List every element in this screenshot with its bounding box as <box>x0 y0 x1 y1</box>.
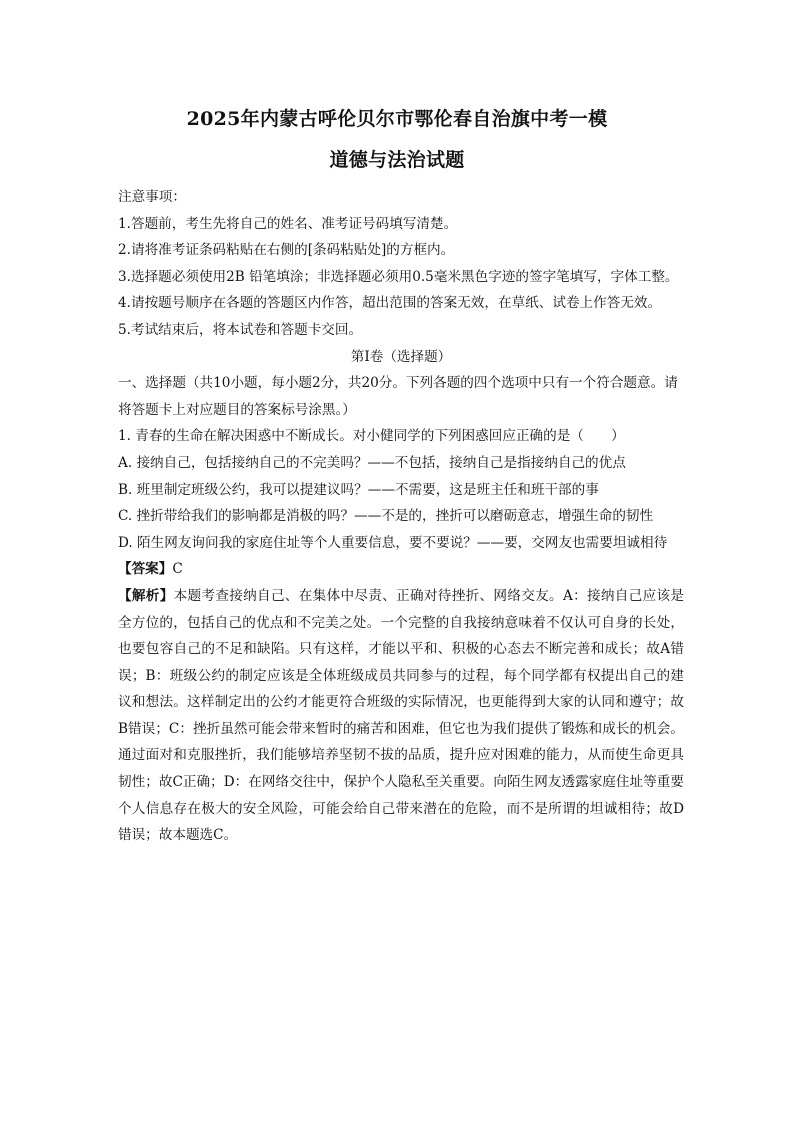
answer-label: 【答案】 <box>118 561 173 578</box>
section-instructions: 一、选择题（共10小题，每小题2分，共20分。下列各题的四个选项中只有一个符合题意。请将答题卡上对应题目的答案标号涂黑。） <box>118 375 678 418</box>
analysis-text: 本题考查接纳自己、在集体中尽责、正确对待挫折、网络交友。A：接纳自己应该是全方位的，包括自己的优点和不完美之处。一个完整的自我接纳意味着不仅认可自身的长处，也要包容自己的不足和缺陷。只有这样，才能以平和、积极的心态去不断完善和成长；故A错误；B：班级公约的制定应该是全体班级成员共同参与的过程，每个同学都有权提出自己的建议和想法。这样制定出的公约才能更符合班级的实际情况，也更能得到大家的认同和遵守；故B错误；C：挫折虽然可能会带来暂时的痛苦和困难，但它也为我们提供了锻炼和成长的机会。通过面对和克服挫折，我们能够培养坚韧不拔的品质，提升应对困难的能力，从而使生命更具韧性；故C正确；D：在网络交往中，保护个人隐私至关重要。向陌生网友透露家庭住址等重要个人信息存在极大的安全风险，可能会给自己带来潜在的危险，而不是所谓的坦诚相待；故D错误；故本题选C。 <box>118 587 684 844</box>
note-item-1: 1.答题前，考生先将自己的姓名、准考证号码填写清楚。 <box>118 215 458 232</box>
answer-value: C <box>172 561 183 578</box>
note-item-4: 4.请按题号顺序在各题的答题区内作答，超出范围的答案无效，在草纸、试卷上作答无效。 <box>118 295 662 312</box>
analysis-paragraph <box>118 583 684 849</box>
option-b: B. 班里制定班级公约，我可以提建议吗？——不需要，这是班主任和班干部的事 <box>118 481 599 498</box>
exam-subject: 道德与法治试题 <box>329 149 465 171</box>
analysis-label: 【解析】 <box>118 587 174 604</box>
option-d: D. 陌生网友询问我的家庭住址等个人重要信息，要不要说？——要，交网友也需要坦诚相待 <box>118 534 668 551</box>
section-title: 第Ⅰ卷（选择题） <box>350 348 452 365</box>
option-a: A. 接纳自己，包括接纳自己的不完美吗？——不包括，接纳自己是指接纳自己的优点 <box>118 454 626 471</box>
exam-title: 2025年内蒙古呼伦贝尔市鄂伦春自治旗中考一模 <box>186 108 608 130</box>
question-stem: 1. 青春的生命在解决困惑中不断成长。对小健同学的下列困惑回应正确的是（ ） <box>118 428 625 445</box>
note-item-5: 5.考试结束后，将本试卷和答题卡交回。 <box>118 321 363 338</box>
exam-content <box>118 184 684 849</box>
note-item-3: 3.选择题必须使用2B 铅笔填涂；非选择题必须用0.5毫米黑色字迹的签字笔填写，字体工整。 <box>118 268 679 285</box>
option-c: C. 挫折带给我们的影响都是消极的吗？——不是的，挫折可以磨砺意志，增强生命的韧性 <box>118 508 654 525</box>
note-item-2: 2.请将准考证条码粘贴在右侧的[条码粘贴处]的方框内。 <box>118 242 455 259</box>
answer-line <box>118 556 684 583</box>
notes-heading: 注意事项： <box>118 189 186 205</box>
